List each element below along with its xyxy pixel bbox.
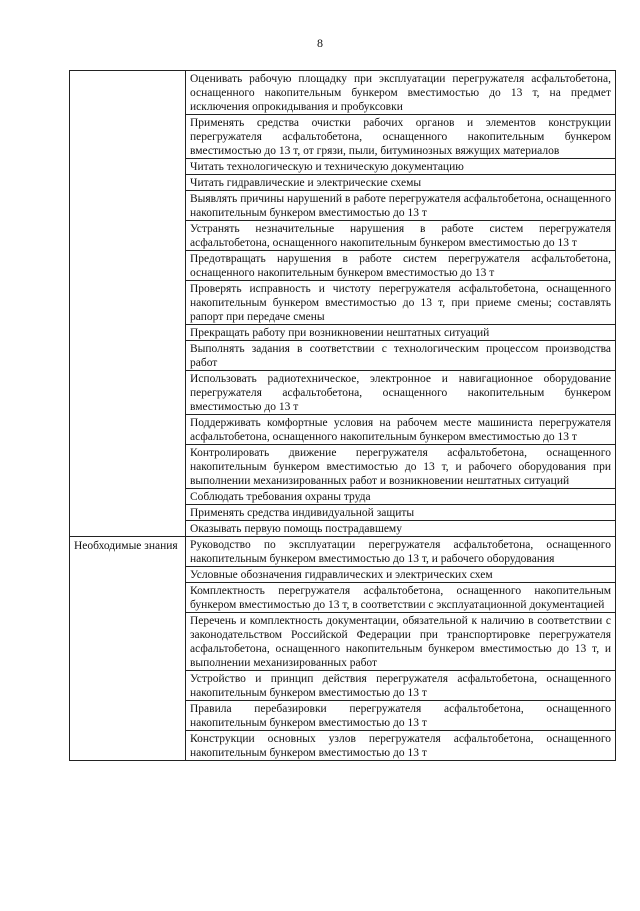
table-cell-item: Правила перебазировки перегружателя асфальтобетона, оснащенного накопительным бункером вместимостью до 13 т [186, 701, 616, 731]
table-cell-item: Прекращать работу при возникновении нештатных ситуаций [186, 325, 616, 341]
section-heading [70, 71, 186, 537]
table-cell-item: Контролировать движение перегружателя асфальтобетона, оснащенного накопительным бункером вместимостью до 13 т, и рабочего оборудования при выполнении механизированных работ и возникновении нештатных ситуаций [186, 445, 616, 489]
table-cell-item: Соблюдать требования охраны труда [186, 489, 616, 505]
table-cell-item: Устройство и принцип действия перегружателя асфальтобетона, оснащенного накопительным бункером вместимостью до 13 т [186, 671, 616, 701]
table-cell-item: Устранять незначительные нарушения в работе систем перегружателя асфальтобетона, оснащенного накопительным бункером вместимостью до 13 т [186, 221, 616, 251]
table-cell-item: Комплектность перегружателя асфальтобетона, оснащенного накопительным бункером вместимостью до 13 т, в соответствии с эксплуатационной документацией [186, 583, 616, 613]
table-cell-item: Применять средства очистки рабочих органов и элементов конструкции перегружателя асфальтобетона, оснащенного накопительным бункером вместимостью до 13 т, от грязи, пыли, битуминозных вяжущих материалов [186, 115, 616, 159]
table-cell-item: Оказывать первую помощь пострадавшему [186, 521, 616, 537]
table-cell-item: Условные обозначения гидравлических и электрических схем [186, 567, 616, 583]
table-row [70, 537, 616, 567]
table-cell-item: Перечень и комплектность документации, обязательной к наличию в соответствии с законодательством Российской Федерации при транспортировке перегружателя асфальтобетона, оснащенного накопительным бункером вместимостью до 13 т, и выполнении механизированных работ [186, 613, 616, 671]
table-cell-item: Поддерживать комфортные условия на рабочем месте машиниста перегружателя асфальтобетона, оснащенного накопительным бункером вместимостью до 13 т [186, 415, 616, 445]
table-cell-item: Применять средства индивидуальной защиты [186, 505, 616, 521]
table-cell-item: Оценивать рабочую площадку при эксплуатации перегружателя асфальтобетона, оснащенного накопительным бункером вместимостью до 13 т, на предмет исключения опрокидывания и пробуксовки [186, 71, 616, 115]
table-cell-item: Выявлять причины нарушений в работе перегружателя асфальтобетона, оснащенного накопительным бункером вместимостью до 13 т [186, 191, 616, 221]
table-cell-item: Использовать радиотехническое, электронное и навигационное оборудование перегружателя асфальтобетона, оснащенного накопительным бункером вместимостью до 13 т [186, 371, 616, 415]
table-cell-item: Предотвращать нарушения в работе систем перегружателя асфальтобетона, оснащенного накопительным бункером вместимостью до 13 т [186, 251, 616, 281]
page-number: 8 [317, 36, 323, 50]
section-heading: Необходимые знания [70, 537, 186, 761]
table-cell-item: Руководство по эксплуатации перегружателя асфальтобетона, оснащенного накопительным бункером вместимостью до 13 т, и рабочего оборудования [186, 537, 616, 567]
table-cell-item: Читать гидравлические и электрические схемы [186, 175, 616, 191]
table-cell-item: Читать технологическую и техническую документацию [186, 159, 616, 175]
requirements-table [69, 70, 616, 761]
table-row [70, 71, 616, 115]
table-cell-item: Выполнять задания в соответствии с технологическим процессом производства работ [186, 341, 616, 371]
table-cell-item: Проверять исправность и чистоту перегружателя асфальтобетона, оснащенного накопительным бункером вместимостью до 13 т, при приеме смены; составлять рапорт при передаче смены [186, 281, 616, 325]
table-cell-item: Конструкции основных узлов перегружателя асфальтобетона, оснащенного накопительным бункером вместимостью до 13 т [186, 731, 616, 761]
